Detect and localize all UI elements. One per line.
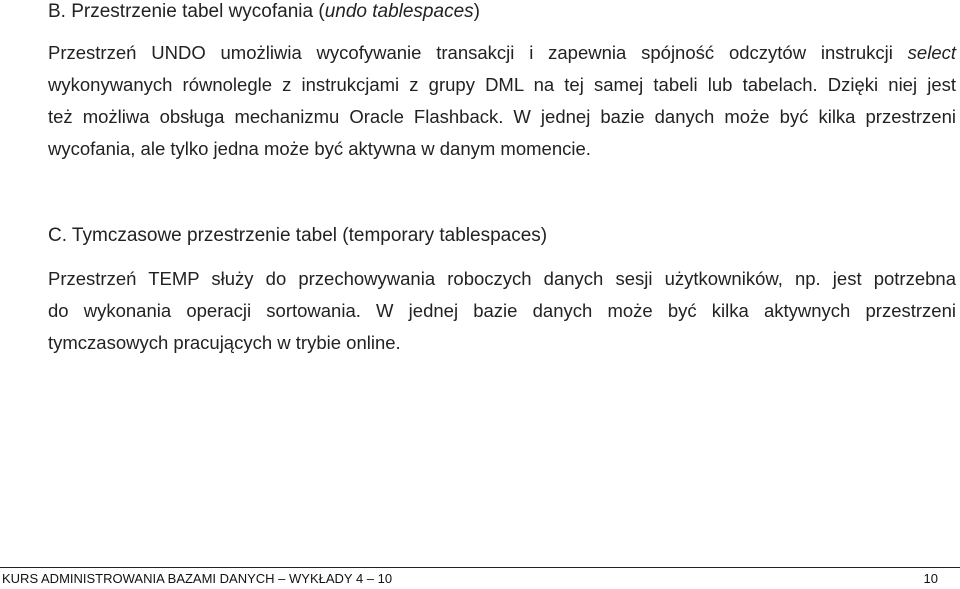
section-b-line-text: Przestrzeń UNDO umożliwia wycofywanie transakcji i zapewnia spójność odczytów instrukcji xyxy=(48,42,908,63)
footer-page-number: 10 xyxy=(923,571,938,586)
section-b-line: wykonywanych równolegle z instrukcjami z grupy DML na tej samej tabeli lub tabelach. Dzięki niej jest xyxy=(48,74,956,95)
section-c-line: tymczasowych pracujących w trybie online. xyxy=(48,332,401,353)
section-b-heading-suffix: ) xyxy=(473,1,480,22)
page-footer xyxy=(0,567,960,588)
footer-course-title: KURS ADMINISTROWANIA BAZAMI DANYCH – WYKŁADY 4 – 10 xyxy=(2,571,393,586)
section-b-line: też możliwa obsługa mechanizmu Oracle Flashback. W jednej bazie danych może być kilka przestrzeni xyxy=(48,106,956,127)
section-b-heading xyxy=(48,0,480,24)
section-b-line-italic: select xyxy=(907,42,956,63)
section-c-line: do wykonania operacji sortowania. W jednej bazie danych może być kilka aktywnych przestrzeni xyxy=(48,300,956,321)
section-b-heading-prefix: B. Przestrzenie tabel wycofania ( xyxy=(48,1,325,22)
section-b-paragraph xyxy=(48,37,956,165)
section-b-line xyxy=(48,37,956,69)
section-b-line: wycofania, ale tylko jedna może być aktywna w danym momencie. xyxy=(48,138,591,159)
section-c-line: Przestrzeń TEMP służy do przechowywania roboczych danych sesji użytkowników, np. jest potrzebna xyxy=(48,268,956,289)
section-b-heading-italic: undo tablespaces xyxy=(324,1,474,22)
section-c-paragraph xyxy=(48,263,956,359)
section-c-heading: C. Tymczasowe przestrzenie tabel (temporary tablespaces) xyxy=(48,225,548,246)
